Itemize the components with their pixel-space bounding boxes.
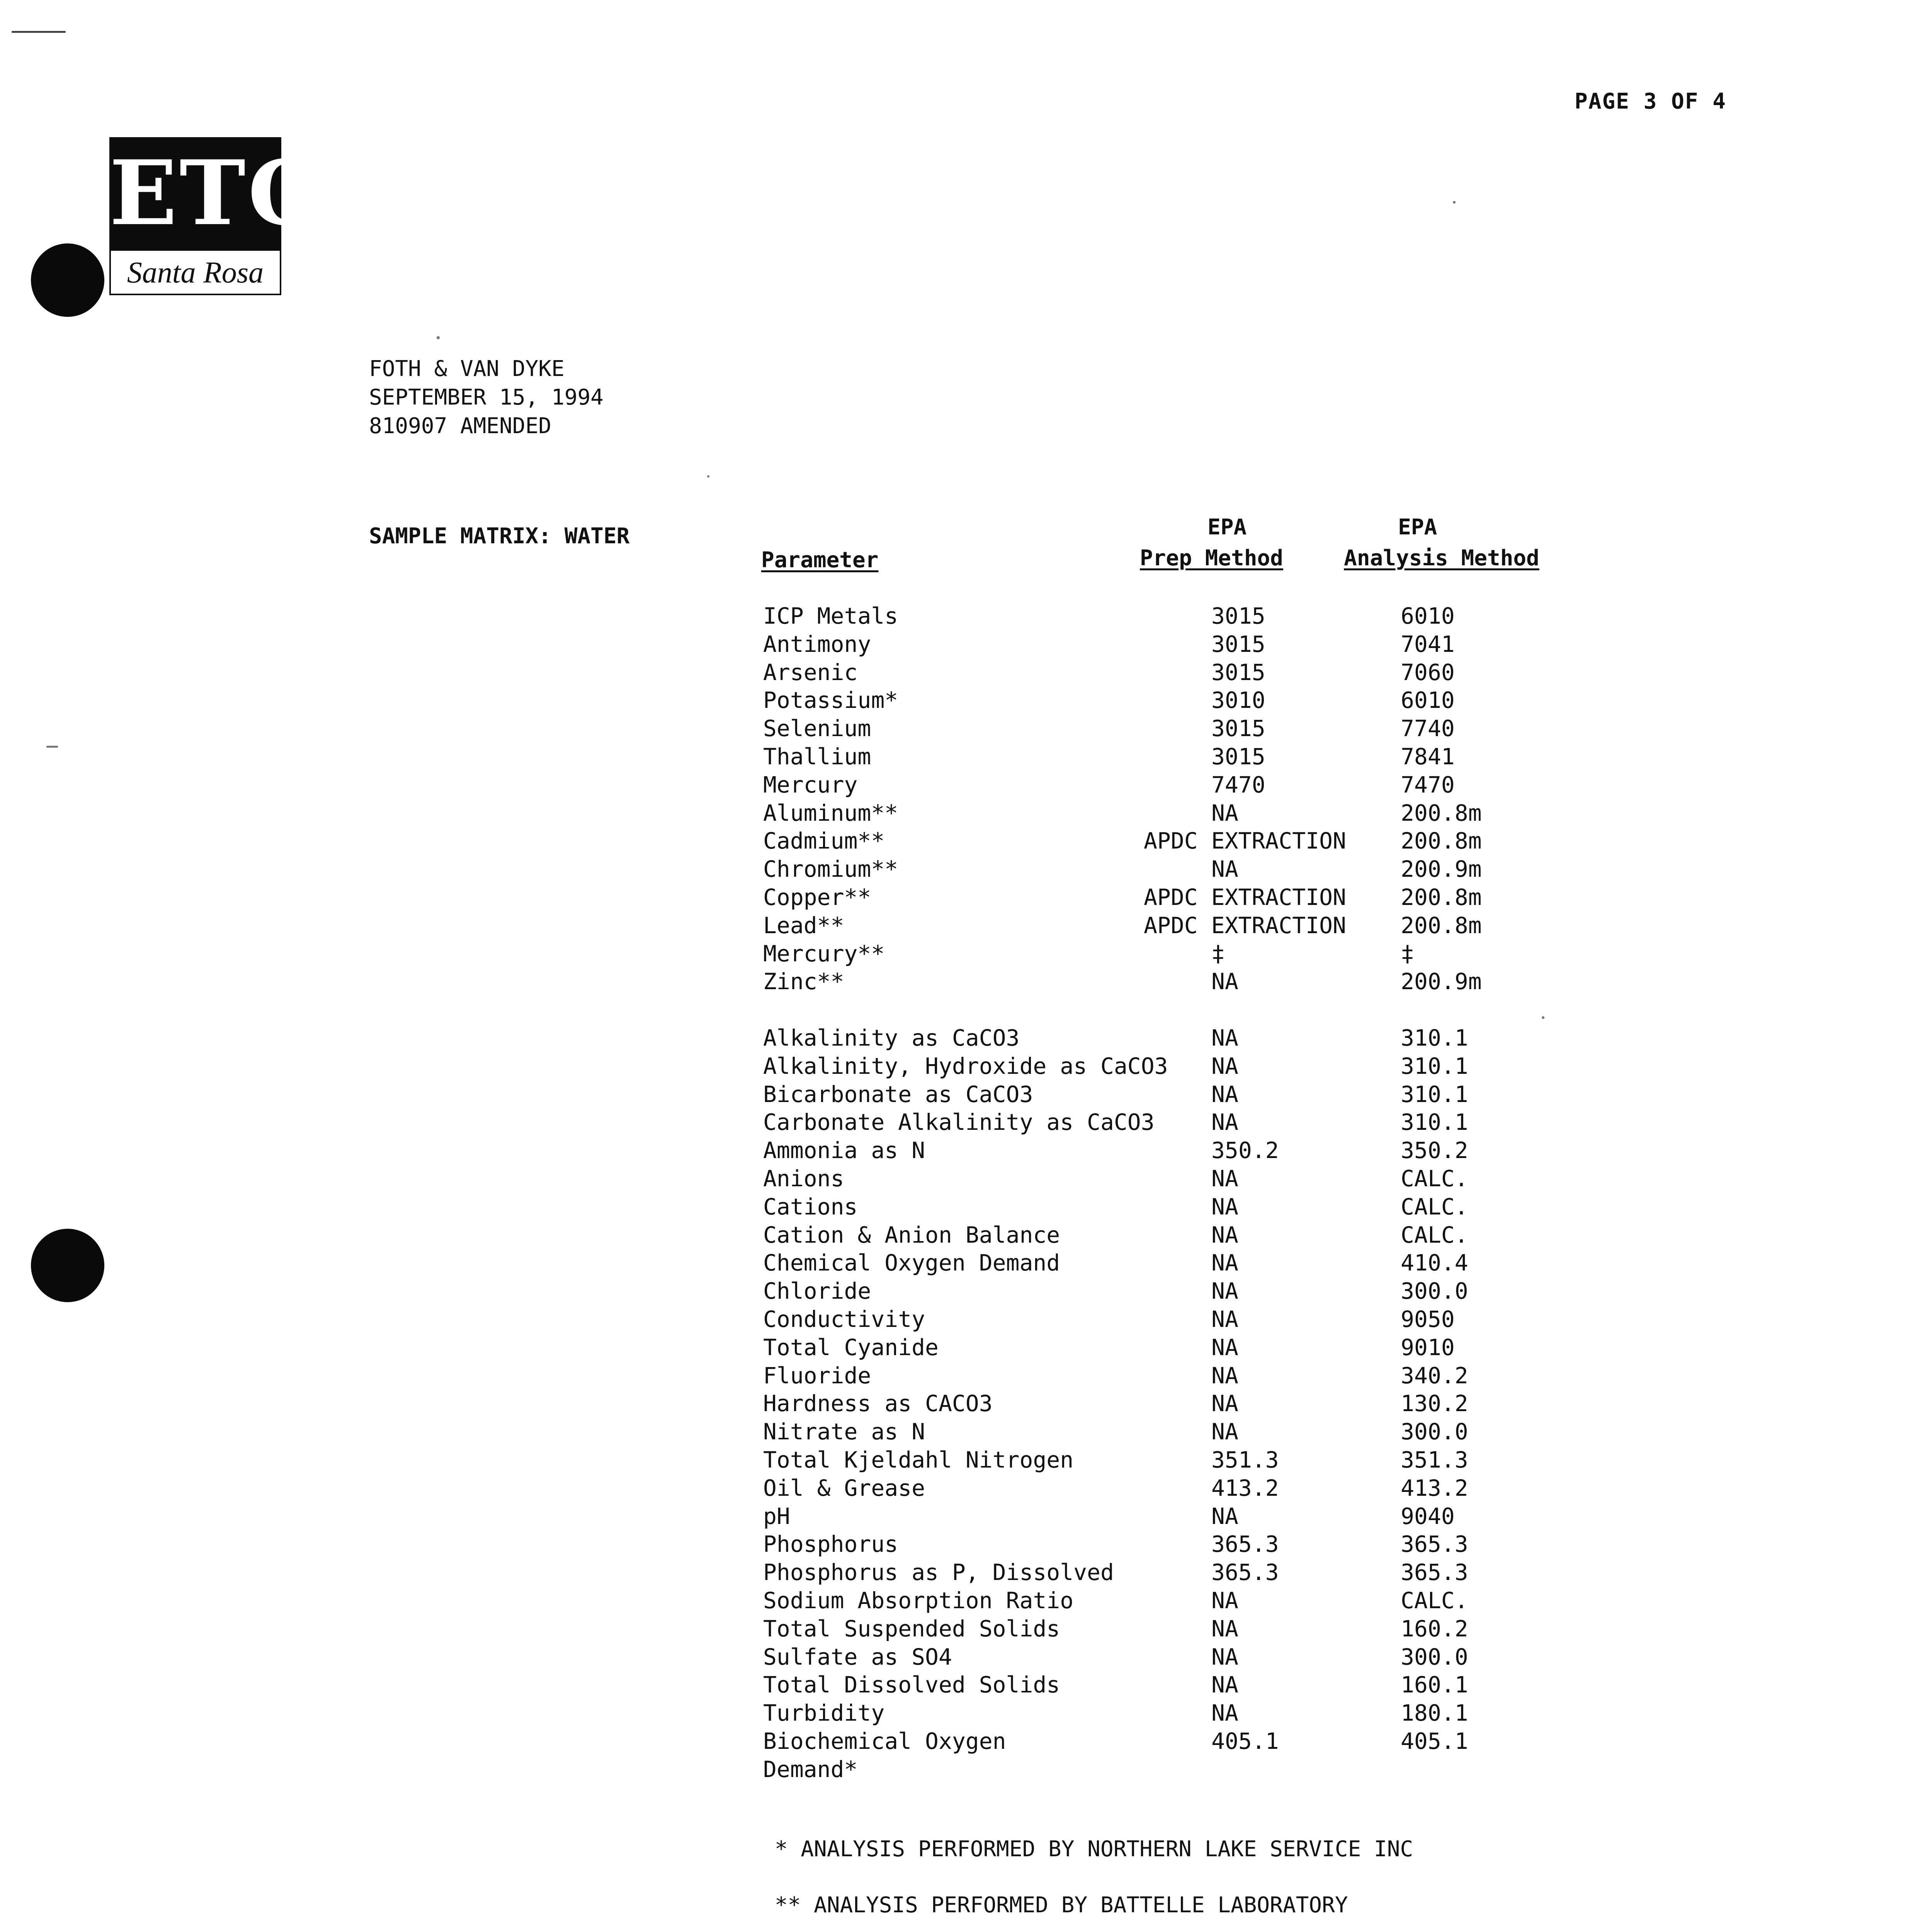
analysis-method-cell: 9040 bbox=[1401, 1503, 1455, 1529]
scan-speck bbox=[707, 475, 709, 478]
parameter-cell: Cation & Anion Balance bbox=[763, 1221, 1060, 1248]
parameter-cell: Selenium bbox=[763, 715, 871, 742]
parameter-cell: pH bbox=[763, 1503, 790, 1529]
prep-method-cell: NA bbox=[1211, 856, 1238, 883]
analysis-method-cell: CALC. bbox=[1401, 1165, 1468, 1192]
analysis-method-cell: 310.1 bbox=[1401, 1109, 1468, 1136]
analysis-method-cell: 350.2 bbox=[1401, 1137, 1468, 1164]
prep-method-cell: NA bbox=[1211, 1221, 1238, 1248]
analysis-method-cell: 130.2 bbox=[1401, 1390, 1468, 1417]
parameter-cell: Oil & Grease bbox=[763, 1475, 925, 1501]
analysis-method-cell: 7041 bbox=[1401, 631, 1455, 657]
parameter-cell: Mercury** bbox=[763, 940, 885, 967]
analysis-method-cell: 6010 bbox=[1401, 603, 1455, 629]
prep-method-cell: NA bbox=[1211, 1672, 1238, 1698]
prep-method-cell: 365.3 bbox=[1211, 1559, 1279, 1586]
analysis-method-cell: 9010 bbox=[1401, 1334, 1455, 1361]
analysis-method-cell: 200.8m bbox=[1401, 912, 1482, 939]
analysis-method-cell: 200.9m bbox=[1401, 968, 1482, 995]
parameter-cell: Total Cyanide bbox=[763, 1334, 939, 1361]
parameter-cell: Chemical Oxygen Demand bbox=[763, 1250, 1060, 1276]
parameter-cell: Total Dissolved Solids bbox=[763, 1672, 1060, 1698]
prep-method-cell: NA bbox=[1211, 1306, 1238, 1332]
analysis-method-cell: 413.2 bbox=[1401, 1475, 1468, 1501]
parameter-cell: Total Suspended Solids bbox=[763, 1615, 1060, 1642]
prep-method-cell: NA bbox=[1211, 968, 1238, 995]
parameter-cell: Anions bbox=[763, 1165, 844, 1192]
analysis-heading-line1: EPA bbox=[1398, 515, 1437, 540]
parameter-cell: Chloride bbox=[763, 1278, 871, 1304]
analysis-method-cell: 200.8m bbox=[1401, 884, 1482, 910]
prep-method-cell: NA bbox=[1211, 1643, 1238, 1670]
prep-method-cell: 351.3 bbox=[1211, 1447, 1279, 1473]
prep-method-cell: NA bbox=[1211, 1362, 1238, 1389]
parameter-cell: Biochemical Oxygen bbox=[763, 1728, 1006, 1754]
parameter-cell: ICP Metals bbox=[763, 603, 898, 629]
analysis-method-cell: 365.3 bbox=[1401, 1531, 1468, 1558]
prep-method-cell: NA bbox=[1211, 799, 1238, 826]
prep-method-cell: 3015 bbox=[1211, 603, 1265, 629]
scan-speck bbox=[46, 746, 58, 748]
parameter-cell: Demand* bbox=[763, 1756, 858, 1782]
parameter-cell: Carbonate Alkalinity as CaCO3 bbox=[763, 1109, 1155, 1136]
parameter-cell: Lead** bbox=[763, 912, 844, 939]
parameter-cell: Cadmium** bbox=[763, 828, 885, 854]
prep-method-cell: NA bbox=[1211, 1418, 1238, 1445]
client-name: FOTH & VAN DYKE bbox=[369, 356, 565, 381]
prep-method-cell: NA bbox=[1211, 1587, 1238, 1614]
prep-method-cell: NA bbox=[1211, 1053, 1238, 1079]
analysis-method-cell: 310.1 bbox=[1401, 1025, 1468, 1051]
footnote-battelle: ** ANALYSIS PERFORMED BY BATTELLE LABORATORY bbox=[775, 1893, 1348, 1918]
prep-method-cell: ‡ bbox=[1211, 940, 1225, 967]
analysis-method-cell: 200.9m bbox=[1401, 856, 1482, 883]
prep-heading-line1: EPA bbox=[1208, 515, 1247, 540]
parameter-cell: Copper** bbox=[763, 884, 871, 910]
parameter-cell: Mercury bbox=[763, 771, 858, 798]
analysis-method-cell: CALC. bbox=[1401, 1587, 1468, 1614]
sample-matrix-label: SAMPLE MATRIX: WATER bbox=[369, 524, 630, 549]
analysis-method-cell: 7060 bbox=[1401, 659, 1455, 685]
prep-method-cell: NA bbox=[1211, 1025, 1238, 1051]
prep-method-cell: 3010 bbox=[1211, 687, 1265, 714]
prep-method-cell: APDC EXTRACTION bbox=[1144, 912, 1346, 939]
analysis-method-cell: 160.2 bbox=[1401, 1615, 1468, 1642]
prep-method-cell: APDC EXTRACTION bbox=[1144, 828, 1346, 854]
prep-method-cell: NA bbox=[1211, 1278, 1238, 1304]
parameter-cell: Cations bbox=[763, 1193, 858, 1220]
report-number: 810907 AMENDED bbox=[369, 413, 552, 439]
prep-method-cell: NA bbox=[1211, 1250, 1238, 1276]
parameter-heading: Parameter bbox=[761, 548, 879, 573]
parameter-cell: Potassium* bbox=[763, 687, 898, 714]
parameter-cell: Phosphorus bbox=[763, 1531, 898, 1558]
prep-method-cell: NA bbox=[1211, 1615, 1238, 1642]
prep-method-cell: NA bbox=[1211, 1503, 1238, 1529]
parameter-cell: Bicarbonate as CaCO3 bbox=[763, 1081, 1033, 1107]
parameter-cell: Ammonia as N bbox=[763, 1137, 925, 1164]
prep-method-cell: NA bbox=[1211, 1081, 1238, 1107]
analysis-method-cell: 310.1 bbox=[1401, 1053, 1468, 1079]
analysis-method-cell: CALC. bbox=[1401, 1221, 1468, 1248]
prep-method-cell: NA bbox=[1211, 1109, 1238, 1136]
page-number: PAGE 3 OF 4 bbox=[1575, 89, 1726, 114]
prep-method-cell: 350.2 bbox=[1211, 1137, 1279, 1164]
analysis-method-cell: 6010 bbox=[1401, 687, 1455, 714]
analysis-method-cell: 351.3 bbox=[1401, 1447, 1468, 1473]
prep-method-cell: 7470 bbox=[1211, 771, 1265, 798]
parameter-cell: Aluminum** bbox=[763, 799, 898, 826]
parameter-cell: Total Kjeldahl Nitrogen bbox=[763, 1447, 1074, 1473]
analysis-method-cell: 7740 bbox=[1401, 715, 1455, 742]
logo-etc-text: ETC bbox=[109, 137, 281, 249]
prep-method-cell: NA bbox=[1211, 1193, 1238, 1220]
report-date: SEPTEMBER 15, 1994 bbox=[369, 385, 604, 410]
parameter-cell: Chromium** bbox=[763, 856, 898, 883]
prep-heading-line2: Prep Method bbox=[1140, 546, 1283, 571]
parameter-cell: Alkalinity, Hydroxide as CaCO3 bbox=[763, 1053, 1168, 1079]
scan-speck bbox=[437, 336, 440, 339]
parameter-cell: Zinc** bbox=[763, 968, 844, 995]
analysis-method-cell: 160.1 bbox=[1401, 1672, 1468, 1698]
analysis-method-cell: 340.2 bbox=[1401, 1362, 1468, 1389]
analysis-method-cell: 7841 bbox=[1401, 743, 1455, 770]
scan-speck bbox=[1542, 1016, 1544, 1019]
analysis-method-cell: 9050 bbox=[1401, 1306, 1455, 1332]
analysis-method-cell: 200.8m bbox=[1401, 828, 1482, 854]
analysis-method-cell: ‡ bbox=[1401, 940, 1414, 967]
prep-method-cell: 3015 bbox=[1211, 631, 1265, 657]
analysis-method-cell: 310.1 bbox=[1401, 1081, 1468, 1107]
parameter-cell: Alkalinity as CaCO3 bbox=[763, 1025, 1020, 1051]
analysis-method-cell: 300.0 bbox=[1401, 1643, 1468, 1670]
analysis-method-cell: 410.4 bbox=[1401, 1250, 1468, 1276]
parameter-cell: Conductivity bbox=[763, 1306, 925, 1332]
parameter-cell: Arsenic bbox=[763, 659, 858, 685]
analysis-method-cell: 7470 bbox=[1401, 771, 1455, 798]
logo-santa-rosa-text: Santa Rosa bbox=[109, 249, 281, 295]
prep-method-cell: NA bbox=[1211, 1390, 1238, 1417]
scan-speck bbox=[1453, 201, 1456, 204]
analysis-method-cell: CALC. bbox=[1401, 1193, 1468, 1220]
prep-method-cell: APDC EXTRACTION bbox=[1144, 884, 1346, 910]
analysis-method-cell: 365.3 bbox=[1401, 1559, 1468, 1586]
parameter-cell: Turbidity bbox=[763, 1700, 885, 1726]
analysis-heading-line2: Analysis Method bbox=[1344, 546, 1539, 571]
parameter-cell: Phosphorus as P, Dissolved bbox=[763, 1559, 1114, 1586]
prep-method-cell: 3015 bbox=[1211, 743, 1265, 770]
scan-speck bbox=[12, 31, 66, 33]
parameter-cell: Sodium Absorption Ratio bbox=[763, 1587, 1074, 1614]
prep-method-cell: NA bbox=[1211, 1165, 1238, 1192]
parameter-cell: Nitrate as N bbox=[763, 1418, 925, 1445]
prep-method-cell: 405.1 bbox=[1211, 1728, 1279, 1754]
analysis-method-cell: 200.8m bbox=[1401, 799, 1482, 826]
analysis-method-cell: 405.1 bbox=[1401, 1728, 1468, 1754]
parameter-cell: Hardness as CACO3 bbox=[763, 1390, 993, 1417]
analysis-method-cell: 180.1 bbox=[1401, 1700, 1468, 1726]
prep-method-cell: 365.3 bbox=[1211, 1531, 1279, 1558]
parameter-cell: Sulfate as SO4 bbox=[763, 1643, 952, 1670]
prep-method-cell: NA bbox=[1211, 1334, 1238, 1361]
prep-method-cell: 413.2 bbox=[1211, 1475, 1279, 1501]
prep-method-cell: 3015 bbox=[1211, 715, 1265, 742]
parameter-cell: Thallium bbox=[763, 743, 871, 770]
prep-method-cell: 3015 bbox=[1211, 659, 1265, 685]
parameter-cell: Antimony bbox=[763, 631, 871, 657]
parameter-cell: Fluoride bbox=[763, 1362, 871, 1389]
analysis-method-cell: 300.0 bbox=[1401, 1278, 1468, 1304]
analysis-method-cell: 300.0 bbox=[1401, 1418, 1468, 1445]
footnote-northern-lake: * ANALYSIS PERFORMED BY NORTHERN LAKE SERVICE INC bbox=[775, 1837, 1413, 1862]
prep-method-cell: NA bbox=[1211, 1700, 1238, 1726]
